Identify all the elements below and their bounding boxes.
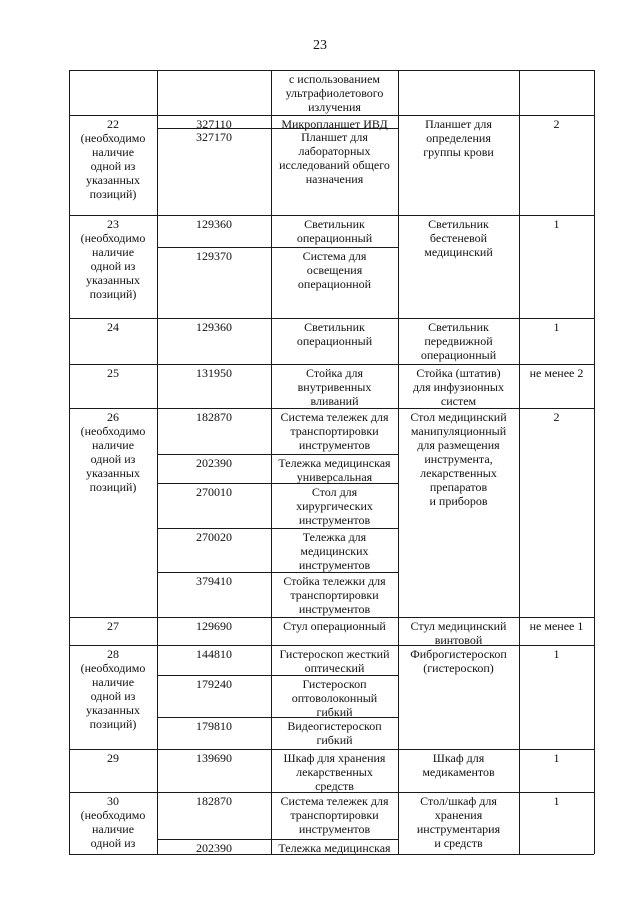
table-row-border — [69, 408, 594, 409]
nomenclature-code: 182870 — [196, 794, 232, 808]
quantity: 1 — [553, 794, 560, 808]
nomenclature-code: 270020 — [196, 530, 232, 544]
table-row-border — [69, 749, 594, 750]
equipment-type: Стойка (штатив) для инфузионных систем — [412, 366, 504, 408]
device-name: Гистероскоп жесткий оптический — [279, 647, 390, 675]
position-number: 26 (необходимо наличие одной из указанных позиций) — [80, 410, 146, 494]
device-name: Тележка для медицинских инструментов — [298, 530, 371, 572]
nomenclature-code: 182870 — [196, 410, 232, 424]
position-number: 29 — [107, 751, 119, 765]
nomenclature-code: 139690 — [196, 751, 232, 765]
device-name: Система тележек для транспортировки инструментов — [280, 794, 389, 836]
table-row-border — [69, 70, 594, 71]
position-number: 25 — [107, 366, 119, 380]
device-name: Стойка тележки для транспортировки инструментов — [283, 574, 386, 616]
nomenclature-code: 270010 — [196, 485, 232, 499]
position-number: 23 (необходимо наличие одной из указанных позиций) — [80, 217, 146, 301]
position-number: 30 (необходимо наличие одной из — [80, 794, 146, 850]
nomenclature-code: 129360 — [196, 320, 232, 334]
equipment-type: Светильник бестеневой медицинский — [424, 217, 493, 259]
nomenclature-code: 179810 — [196, 719, 232, 733]
device-name: Стул операционный — [283, 619, 386, 633]
table-column-border — [594, 70, 595, 854]
nomenclature-code: 144810 — [196, 647, 232, 661]
table-subrow-border — [157, 839, 398, 840]
quantity: 1 — [553, 320, 560, 334]
nomenclature-code: 327110 — [196, 117, 232, 131]
table-subrow-border — [157, 528, 398, 529]
nomenclature-code: 179240 — [196, 677, 232, 691]
position-number: 27 — [107, 619, 119, 633]
quantity: 1 — [553, 217, 560, 231]
table-row-border — [69, 215, 594, 216]
quantity: 2 — [553, 410, 560, 424]
nomenclature-code: 379410 — [196, 574, 232, 588]
table-subrow-border — [157, 454, 398, 455]
device-name: Шкаф для хранения лекарственных средств — [283, 751, 386, 793]
equipment-type: Шкаф для медикаментов — [422, 751, 495, 779]
equipment-type: Фиброгистероскоп (гистероскоп) — [410, 647, 507, 675]
nomenclature-code: 327170 — [196, 130, 232, 144]
device-name: Стойка для внутривенных вливаний — [297, 366, 372, 408]
nomenclature-code: 202390 — [196, 841, 232, 855]
device-name: Видеогистероскоп гибкий — [287, 719, 382, 747]
equipment-type: Стол/шкаф для хранения инструментария и средств — [416, 794, 501, 850]
device-name: Светильник операционный — [296, 320, 373, 348]
equipment-type: Светильник передвижной операционный — [420, 320, 497, 362]
table-row-border — [69, 318, 594, 319]
nomenclature-code: 129690 — [196, 619, 232, 633]
table-row-border — [69, 617, 594, 618]
device-name: Тележка медицинская — [278, 841, 391, 855]
device-name: Планшет для лабораторных исследований общего назначения — [279, 130, 390, 186]
quantity: не менее 1 — [529, 619, 584, 633]
device-name: с использованием ультрафиолетового излучения — [285, 72, 384, 114]
device-name: Система тележек для транспортировки инструментов — [280, 410, 389, 452]
device-name: Светильник операционный — [296, 217, 373, 245]
table-row-border — [69, 364, 594, 365]
device-name: Стол для хирургических инструментов — [296, 485, 373, 527]
device-name: Микропланшет ИВД — [281, 117, 388, 131]
nomenclature-code: 131950 — [196, 366, 232, 380]
position-number: 24 — [107, 320, 119, 334]
page-number: 23 — [313, 38, 327, 53]
quantity: 1 — [553, 647, 560, 661]
table-subrow-border — [157, 572, 398, 573]
nomenclature-code: 202390 — [196, 456, 232, 470]
table-column-border — [519, 70, 520, 854]
equipment-type: Стол медицинский манипуляционный для размещения инструмента, лекарственных препаратов и приборов — [410, 410, 507, 508]
table-subrow-border — [157, 675, 398, 676]
table-row-border — [69, 115, 594, 116]
nomenclature-code: 129370 — [196, 249, 232, 263]
equipment-type: Планшет для определения группы крови — [423, 117, 494, 159]
device-name: Гистероскоп оптоволоконный гибкий — [291, 677, 378, 719]
nomenclature-code: 129360 — [196, 217, 232, 231]
device-name: Тележка медицинская универсальная — [278, 456, 391, 484]
position-number: 28 (необходимо наличие одной из указанных позиций) — [80, 647, 146, 731]
equipment-type: Стул медицинский винтовой — [410, 619, 507, 647]
position-number: 22 (необходимо наличие одной из указанных позиций) — [80, 117, 146, 201]
quantity: 1 — [553, 751, 560, 765]
quantity: не менее 2 — [529, 366, 584, 380]
table-subrow-border — [157, 247, 398, 248]
device-name: Система для освещения операционной — [297, 249, 372, 291]
quantity: 2 — [553, 117, 560, 131]
